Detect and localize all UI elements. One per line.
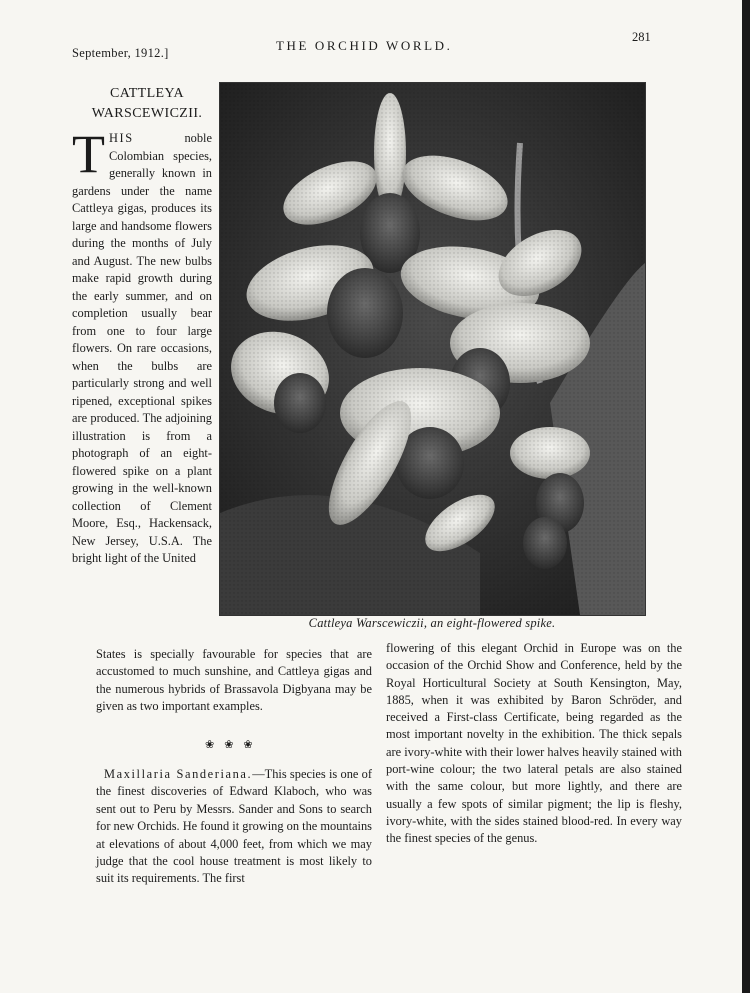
first-word-rest: HIS <box>109 131 134 145</box>
running-header-date: September, 1912.] <box>72 46 169 60</box>
maxillaria-heading: Maxillaria Sanderiana. <box>104 767 253 781</box>
drop-cap: T <box>72 124 105 184</box>
left-column-continuation <box>96 646 372 716</box>
narrow-column-body: noble Colombian species, generally known in gardens under the name Cattleya gigas, produces its large and handsome flowers during the months of July and August. The new bulbs make rapid growth during the early summer, and on completion usually bear from one to four large flowers. On rare occasions, when the bulbs are particularly strong and well ripened, exceptional spikes are produced. The adjoining illustration is from a photograph of an eight-flowered spike on a plant growing in the well-known collection of Clement Moore, Esq., Hackensack, New Jersey, U.S.A. The bright light of the United <box>72 131 212 565</box>
maxillaria-section <box>96 766 372 888</box>
page-number: 281 <box>632 30 651 44</box>
article-title-line-1: CATTLEYA <box>110 86 184 101</box>
section-ornament: ❀❀❀ <box>205 739 263 751</box>
left-column-paragraph: States is specially favourable for species that are accustomed to much sunshine, and Cattleya gigas and the numerous hybrids of Brassavola Digbyana may be given as two important examples. <box>96 647 372 714</box>
running-header-title: THE ORCHID WORLD. <box>276 38 453 53</box>
article-title-line-2: WARSCEWICZII. <box>91 106 203 121</box>
right-column-text: flowering of this elegant Orchid in Europe was on the occasion of the Orchid Show and Conference, held by the Royal Horticultural Society at South Kensington, May, 1885, when it was exhibited by Baron Schröder, and received a First-class Certificate, being regarded as the most important novelty in the exhibition. The thick sepals are ivory-white with their lower halves heavily stained with port-wine colour; the two lateral petals are also stained with the same colour, but more lightly, and there are usually a few spots of similar pigment; the lip is fleshy, ivory-white, with the sides stained blood-red. In every way the finest species of the genus. <box>386 641 682 846</box>
maxillaria-body: —This species is one of the finest discoveries of Edward Klaboch, who was sent out to Peru by Messrs. Sander and Sons to search for new Orchids. He found it growing on the mountains at elevations of about 4,000 feet, from which we may judge that the cool house treatment is most likely to suit its requirements. The first <box>96 767 373 886</box>
orchid-photograph <box>219 82 646 616</box>
scan-edge-shadow <box>742 0 750 993</box>
orchid-illustration <box>220 83 645 615</box>
figure-caption: Cattleya Warscewiczii, an eight-flowered spike. <box>308 616 556 630</box>
article-title <box>72 84 222 124</box>
narrow-column-text <box>72 124 212 568</box>
